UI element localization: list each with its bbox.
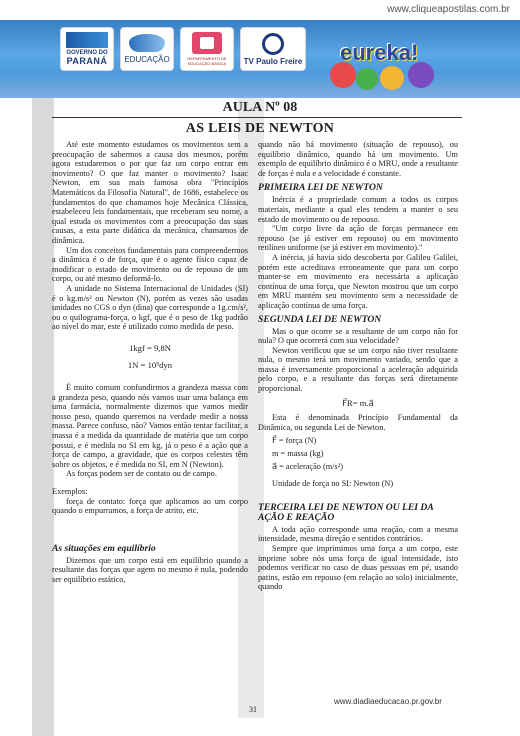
kid-green-icon — [356, 68, 378, 90]
departamento-logo — [180, 27, 234, 71]
quote: "Um corpo livre da ação de forças permanece em repouso (se já estiver em repouso) ou em movimento retilíneo uniforme (se já estiver em movimento)." — [258, 224, 458, 253]
paragraph: quando não há movimento (situação de repouso), ou equilíbrio dinâmico, quando há um movimento. Um exemplo de equilíbrio dinâmico é o MRU, onde a resultante de forças é nula e a velocidade é constante. — [258, 140, 458, 178]
examples-text: força de contato: força que aplicamos ao um corpo quando o empurramos, a força de atrito, etc. — [52, 496, 248, 516]
right-column — [258, 140, 458, 592]
page-title: AS LEIS DE NEWTON — [185, 121, 335, 136]
governo-parana-logo — [60, 27, 114, 71]
paragraph: As forças podem ser de contato ou de campo. — [66, 469, 217, 479]
definition-acceleration: a⃗ = aceleração (m/s²) — [272, 461, 343, 471]
paragraph: Um dos conceitos fundamentais para compreendermos a dinâmica é o de força, que é o agente físico capaz de modificar o estado de movimento ou de repouso de um corpo, ou até mesmo deformá-lo. — [52, 245, 248, 284]
paragraph: Inércia é a propriedade comum a todos os corpos materiais, mediante a qual eles tendem a manter o seu estado de movimento ou de repouso. — [258, 195, 458, 224]
paragraph: Até este momento estudamos os movimentos sem a preocupação de sabermos a causa dos mesmos, porém agora estudaremos o por que faz um corpo entrar em movimento? O que faz manter o movimento? Isaac Newton, em sua mais famosa obra "Princípios Matemáticos da Filosofia Natural", de 1686, estabelece os fundamentos do que chamamos hoje Mecânica Clássica, estabeleceu leis fundamentais, que receberam seu nome, a qual estuda os movimentos com a preocupação das suas causas, a esta parte didática da mecânica, chamamos de dinâmica. — [52, 140, 248, 245]
paragraph: Esta é denominada Princípio Fundamental da Dinâmica, ou segunda Lei de Newton. — [258, 413, 458, 432]
governo-line1: GOVERNO DO — [66, 50, 108, 56]
title-divider — [52, 117, 462, 118]
tv-label: TV Paulo Freire — [243, 56, 303, 66]
paragraph: É muito comum confundirmos a grandeza massa com a grandeza peso, quando nós vamos usar uma balança em uma farmácia, normalmente dizemos que vamos medir nosso peso, quando queremos na verdade medir a nossa massa. Parece confuso, não? Vamos então tentar facilitar, a massa é a medida da quantidade de matéria que um corpo possui, e é medida no SI em kg, já o peso é a ação que a força de campo, a gravidade, que os corpos celestes têm sobre os objetos, e é medida no SI, em N (Newton). — [52, 383, 248, 469]
formula-dyn: 1N = 10⁵dyn — [127, 360, 173, 371]
formula-second-law: F⃗R= m.a⃗ — [342, 397, 374, 408]
educacao-label: EDUCAÇÃO — [124, 55, 170, 64]
lesson-number: AULA Nº 08 — [222, 100, 298, 115]
page-number: 31 — [249, 705, 257, 714]
paragraph: A inércia, já havia sido descoberta por Galileu Galilei, porém este acreditava erroneamente que para um corpo manter-se em movimento era necessária a aplicação contínua de uma força, que Newton mostrou que um corpo em MRU mantém seu movimento sem a necessidade de aplicação contínua de uma força. — [258, 252, 458, 310]
departamento-label: DEPARTAMENTO DE EDUCAÇÃO BÁSICA — [187, 56, 227, 66]
paragraph: Sempre que imprimimos uma força a um corpo, este imprime sobre nós uma força de igual intensidade, isto podemos verificar no caso de duas pessoas em pé, usando patins, estão em repouso (em relação ao solo) inicialmente, quando — [258, 544, 458, 592]
banner-wave — [0, 72, 520, 98]
ring-icon — [262, 33, 284, 55]
footer-url: www.diadiaeducacao.pr.gov.br — [334, 697, 442, 706]
definition-force: F⃗ = força (N) — [272, 436, 317, 446]
section-heading-equilibrio: As situações em equilíbrio — [52, 542, 156, 554]
eureka-logo — [330, 22, 440, 94]
title-block — [60, 100, 460, 118]
educacao-logo — [120, 27, 174, 71]
site-watermark: www.cliqueapostilas.com.br — [387, 4, 510, 15]
definitions-list — [258, 436, 458, 471]
kid-yellow-icon — [380, 66, 404, 90]
paragraph: A toda ação corresponde uma reação, com a mesma intensidade, mesma direção e sentidos contrários. — [258, 524, 458, 544]
paragraph: A unidade no Sistema Internacional de Unidades (SI) é o kg.m/s² ou Newton (N), porém as vezes são usadas unidades no CGS o dyn (dina) que corresponde a 1g.cm/s², ou o quilograma-força, o kgf, que é o peso de 1kg padrão ao nível do mar, este é utilizado como medida de peso. — [52, 283, 248, 332]
flag-icon — [66, 32, 108, 48]
section-heading-terceira: TERCEIRA LEI DE NEWTON OU LEI DA AÇÃO E REAÇÃO — [258, 501, 434, 523]
left-margin-strip — [32, 98, 54, 736]
swirl-icon — [129, 34, 165, 52]
paragraph: Mas o que ocorre se a resultante de um corpo não for nula? O que ocorrerá com sua velocidade? — [258, 326, 458, 346]
section-heading-primeira: PRIMEIRA LEI DE NEWTON — [258, 182, 383, 194]
si-unit: Unidade de força no SI: Newton (N) — [272, 479, 394, 489]
formula-kgf: 1kgf = 9,8N — [129, 342, 171, 353]
paragraph: Newton verificou que se um corpo não tiver resultante nula, o mesmo terá um movimento variado, sendo que a massa é inversamente proporcional a aceleração adquirida pelo corpo, e a resultante das forças será diretamente proporcional. — [258, 345, 458, 394]
tv-paulo-freire-logo — [240, 27, 306, 71]
left-column — [52, 140, 248, 585]
examples-label: Exemplos: — [52, 487, 88, 496]
governo-line2: PARANÁ — [66, 56, 108, 66]
definition-mass: m = massa (kg) — [272, 449, 324, 459]
paragraph: Dizemos que um corpo está em equilíbrio quando a resultante das forças que agem no mesmo é nula, podendo ser equilíbrio estático, — [52, 555, 248, 584]
section-heading-segunda: SEGUNDA LEI DE NEWTON — [258, 313, 382, 325]
eureka-word: eureka! — [340, 40, 419, 65]
deb-icon — [192, 32, 222, 54]
